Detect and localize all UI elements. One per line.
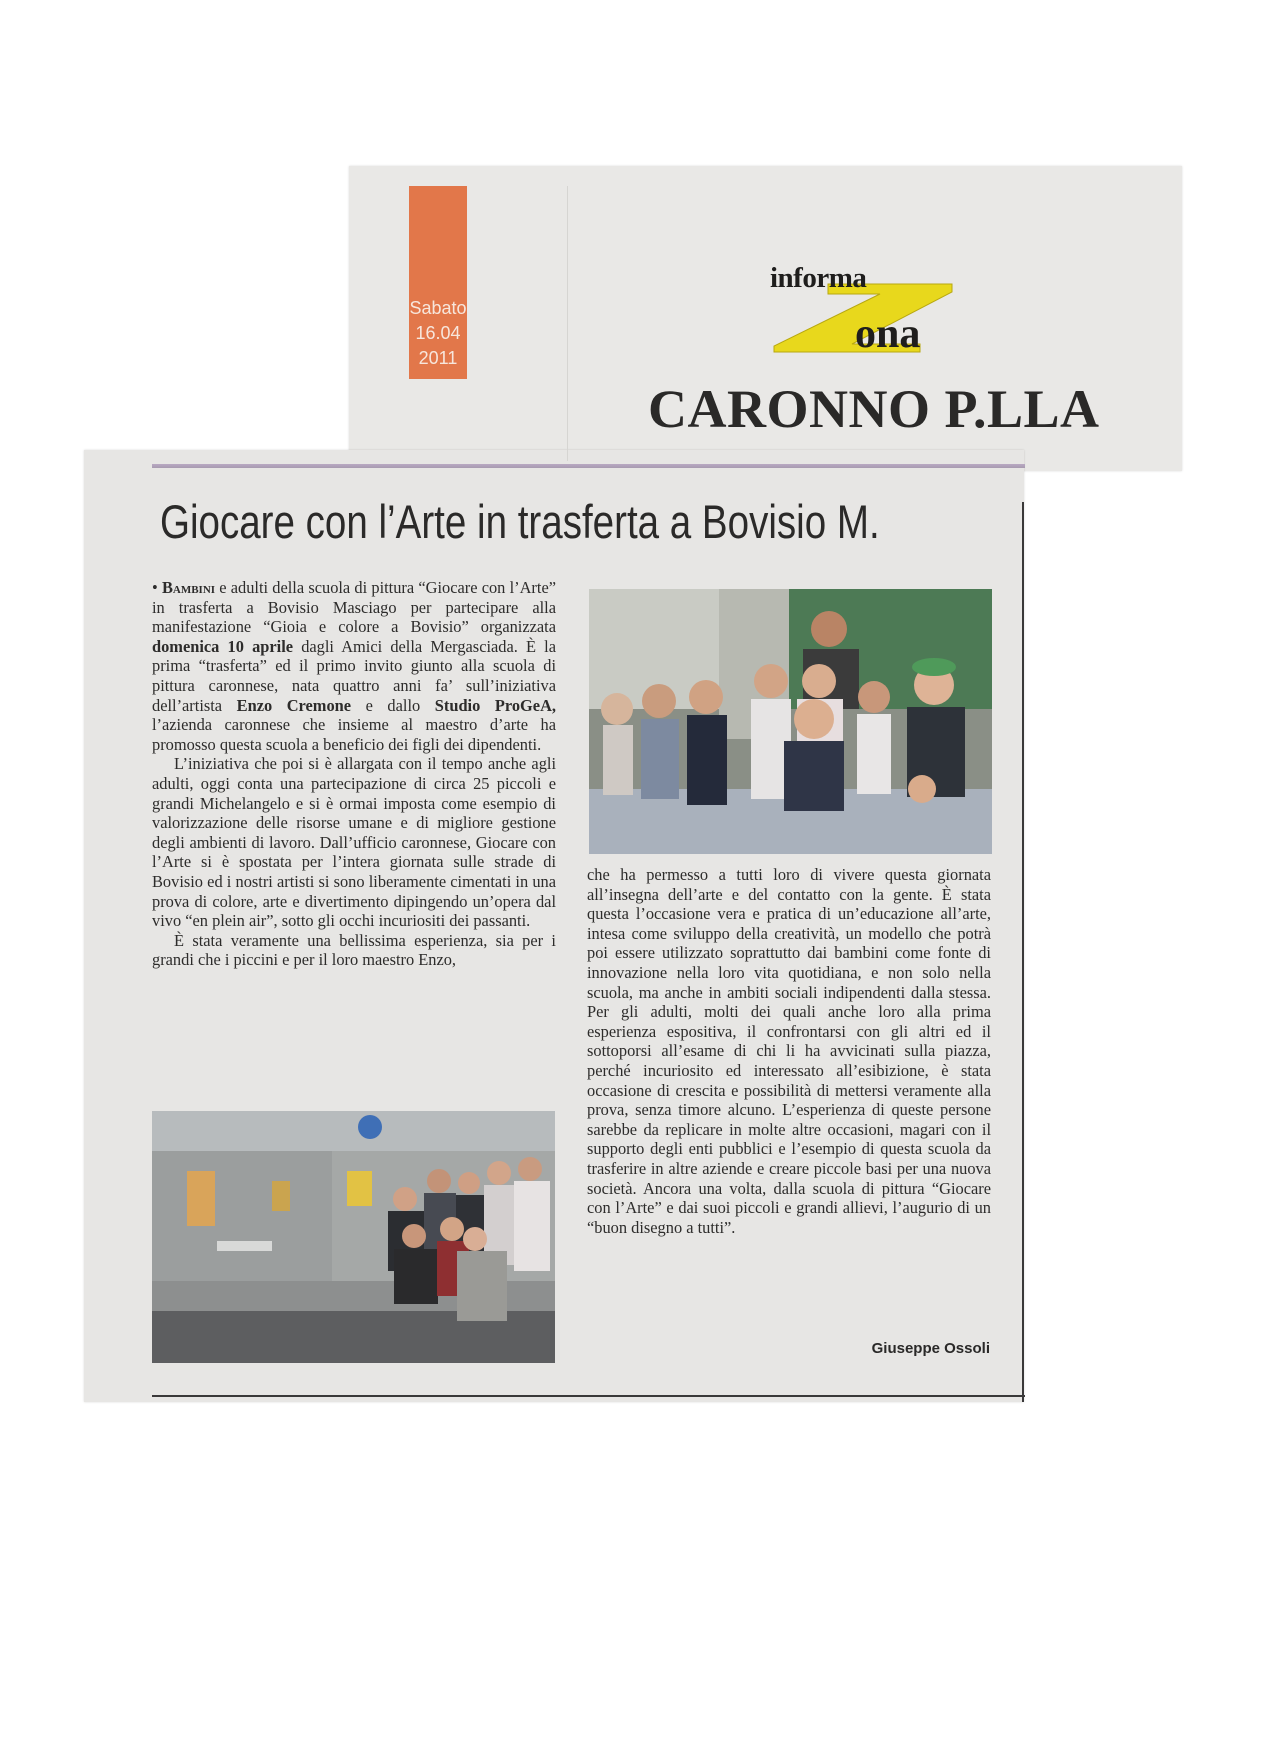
photo-children-group xyxy=(589,589,992,854)
date-number: 16.04 xyxy=(415,323,461,343)
article-column-2 xyxy=(587,865,991,1237)
text-run: e dallo xyxy=(351,695,435,715)
artist-name: Enzo Cremone xyxy=(236,695,352,715)
top-rule xyxy=(152,464,1025,468)
paragraph: che ha permesso a tutti loro di vivere questa giornata all’insegna dell’arte e del contatto con la gente. È stata questa l’occasione vera e pratica di un’educazione all’arte, intesa come sviluppo della creatività, un modello che potrà poi essere utilizzato soprattutto dai bambini come fonte di innovazione nella loro vita quotidiana, e non solo nella scuola, ma anche in ambiti sociali indipendenti dalla stessa. Per gli adulti, molti dei quali anche loro alla prima esperienza espositiva, il confrontarsi con gli altri ed il sottoporsi all’esame di chi li ha avvicinati sulla piazza, perché incuriosito ed interessato all’esibizione, è stata occasione di crescita e possibilità di mettersi veramente alla prova, senza timore alcuno. L’esperienza di queste persone sarebbe da replicare in molte altre occasioni, magari con il supporto degli enti pubblici e l’esempio di questa scuola da trasferire in altre aziende e creare piccole basi per una nuova società. Ancora una volta, dalla scuola di pittura “Giocare con l’Arte” e dai suoi piccoli e grandi allievi, l’augurio di un “buon disegno a tutti”. xyxy=(587,865,991,1237)
location-title: CARONNO P.LLA xyxy=(648,379,1100,439)
photo-adults-image xyxy=(152,1111,555,1363)
newspaper-logo xyxy=(770,262,960,362)
article-headline: Giocare con l’Arte in trasferta a Bovisio M. xyxy=(160,495,880,548)
photo-adults-street xyxy=(152,1111,555,1363)
bullet: • xyxy=(152,578,162,597)
bottom-rule xyxy=(152,1395,1025,1397)
date-year: 2011 xyxy=(418,348,458,368)
paragraph xyxy=(152,578,556,754)
article-column-1 xyxy=(152,578,556,970)
article-byline: Giuseppe Ossoli xyxy=(871,1340,990,1357)
text-run: e adulti della scuola di pittura “Giocare con l’Arte” in trasferta a Bovisio Masciago per partecipare alla manifestazione “Gioia e colore a Bovisio” organizzata xyxy=(152,578,556,637)
date-box xyxy=(409,186,467,379)
logo-informa-text: informa xyxy=(770,262,867,294)
event-date: domenica 10 aprile xyxy=(152,636,294,656)
right-rule xyxy=(1022,502,1024,1402)
lead-word: Bambini xyxy=(161,578,216,597)
date-day: Sabato xyxy=(409,298,467,318)
text-run: dagli Amici della Mergasciada. È la prima “trasferta” ed il primo invito giunto alla scuola di pittura caronnese, nata quattro anni fa’ sull’iniziativa dell’artista xyxy=(152,636,556,715)
photo-children-image xyxy=(589,589,992,854)
logo-ona-text: ona xyxy=(855,311,921,357)
paragraph: È stata veramente una bellissima esperienza, sia per i grandi che i piccini e per il loro maestro Enzo, xyxy=(152,930,556,970)
header-divider xyxy=(567,186,568,461)
company-name: Studio ProGeA, xyxy=(434,695,556,715)
text-run: l’azienda caronnese che insieme al maestro d’arte ha promosso questa scuola a beneficio dei figli dei dipendenti. xyxy=(152,715,556,754)
paragraph: L’iniziativa che poi si è allargata con il tempo anche agli adulti, oggi conta una partecipazione di circa 25 piccoli e grandi Michelangelo e si è ormai imposta come esempio di valorizzazione delle risorse umane e di migliore gestione degli ambienti di lavoro. Dall’ufficio caronnese, Giocare con l’Arte si è spostata per l’intera giornata sulle strade di Bovisio ed i nostri artisti si sono liberamente cimentati in una prova di colore, arte e divertimento dipingendo un’opera dal vivo “en plein air”, sotto gli occhi incuriositi dei passanti. xyxy=(152,754,556,931)
